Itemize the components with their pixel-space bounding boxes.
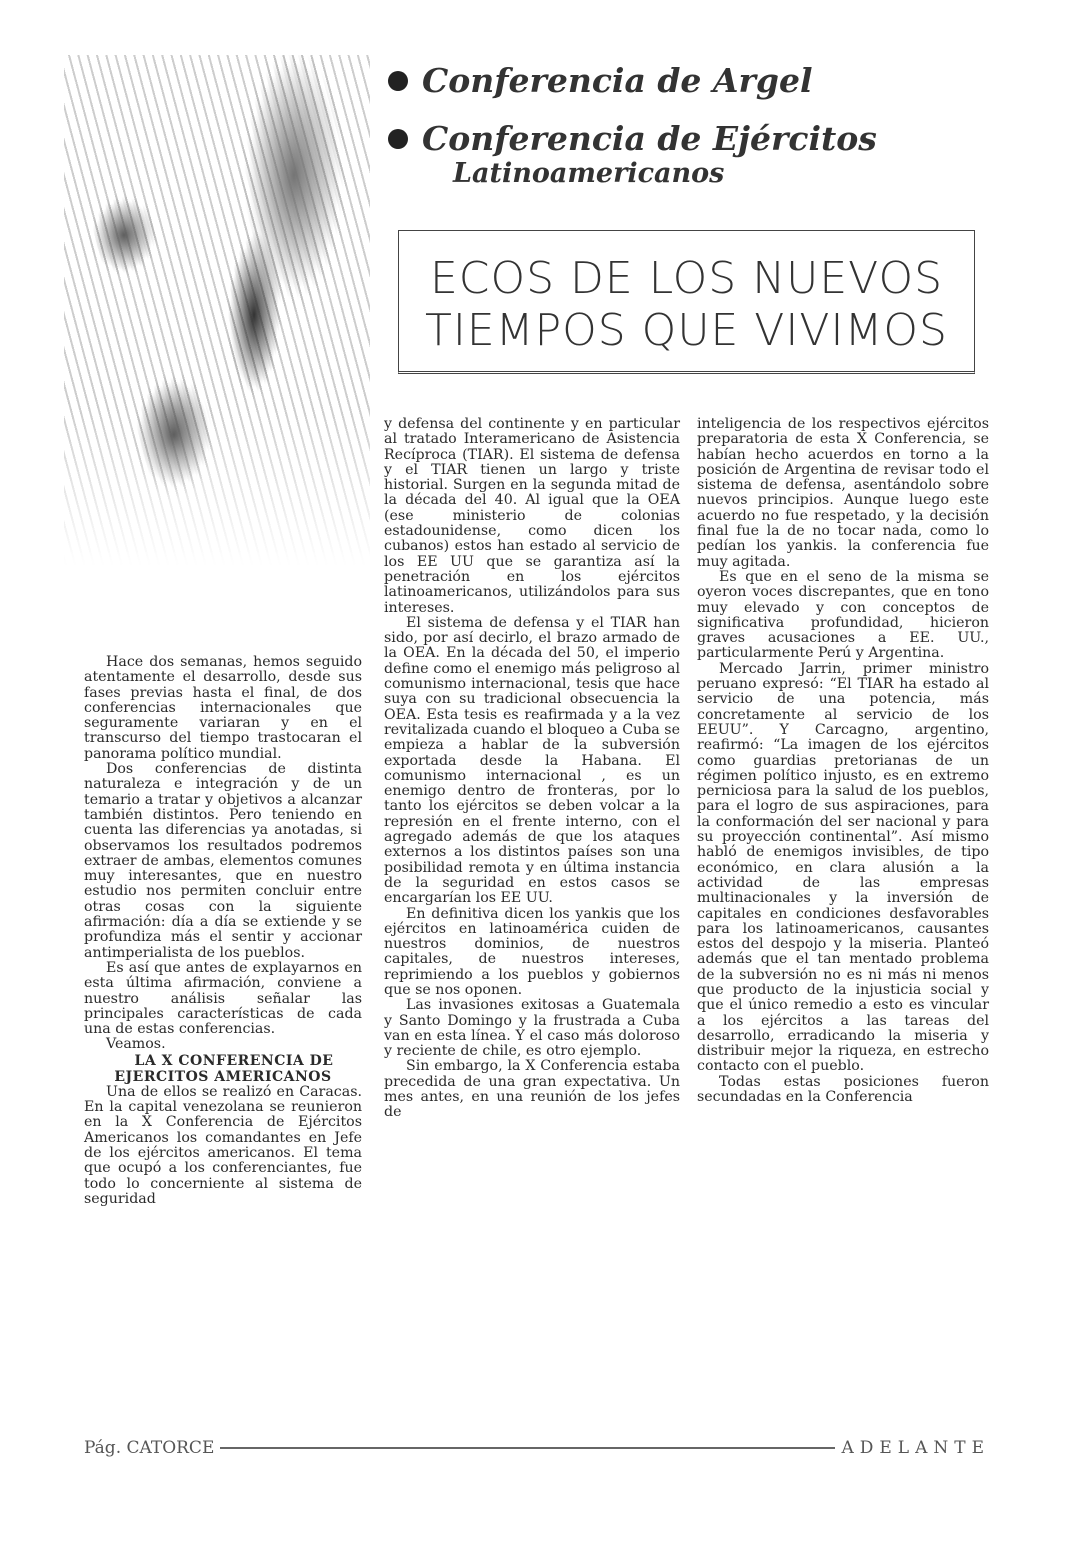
publication-name: ADELANTE: [841, 1438, 990, 1458]
paragraph: El sistema de defensa y el TIAR han sido, por así decirlo, el brazo armado de la OEA. En la década del 50, el imperio define como el enemigo más peligroso al comunismo internacional, tesis que hace suya con su tradicional obsecuencia la OEA. Esta tesis es reafirmada y a la vez revitalizada cuando el bloqueo a Cuba se empieza a hablar de la subversión exportada desde la Habana. El comunismo internacional , es un enemigo dentro de fronteras, por lo tanto los ejércitos se deben volcar a la represión en el frente interno, con el agregado además de que los ataques externos a los distintos países son una posibilidad remota y en última instancia de la seguridad en estos casos se encargarían los EE UU.: [384, 614, 680, 907]
paragraph: Hace dos semanas, hemos seguido atentamente el desarrollo, desde sus fases previas hasta el final, de dos conferencias internacionales que seguramente variaran y en el transcurso del tiempo trastocaran el panorama político mundial.: [84, 654, 362, 762]
paragraph: inteligencia de los respectivos ejércitos preparatoria de esta X Conferencia, se habían hecho acuerdos en torno a la posición de Argentina de revisar todo el sistema de defensa, asentándolo sobre nuevos principios. Aunque luego este acuerdo no fue respetado, y la decisión final fue la de no tocar nada, como lo pedían los yankis. la conferencia fue muy agitada.: [697, 416, 989, 570]
page-footer: [84, 1438, 990, 1458]
subheading-line-1: LA X CONFERENCIA DE: [134, 1052, 334, 1069]
column-2: [384, 417, 680, 1121]
column-1: [84, 655, 362, 1207]
headline-2-text: Conferencia de Ejércitos: [422, 119, 877, 158]
paragraph: Las invasiones exitosas a Guatemala y Santo Domingo y la frustrada a Cuba van en esta línea. Y el caso más doloroso y reciente de chile, es otro ejemplo.: [384, 997, 680, 1060]
column-3: [697, 417, 989, 1105]
paragraph: Veamos.: [106, 1036, 166, 1053]
title-box: [398, 230, 975, 374]
paragraph: Es que en el seno de la misma se oyeron voces discrepantes, que en tono muy elevado y con conceptos de significativa profundidad, hicieron graves acusaciones a EE. UU., particularmente Perú y Argentina.: [697, 568, 989, 662]
paragraph: Dos conferencias de distinta naturaleza e integración y de un temario a tratar y objetivos a alcanzar también distintos. Pero teniendo en cuenta las diferencias ya anotadas, si observamos los resultados podremos extraer de ambas, elementos comunes muy interesantes, que en nuestro estudio nos permiten concluir entre otras cosas con la siguiente afirmación: día a día se extiende y se profundiza más el sentir y accionar antimperialista de los pueblos.: [84, 761, 362, 961]
section-subheading: [84, 1053, 362, 1085]
page-number: Pág. CATORCE: [84, 1438, 215, 1458]
article-photo: [64, 55, 370, 643]
subheading-line-2: EJERCITOS AMERICANOS: [114, 1068, 332, 1085]
paragraph: Todas estas posiciones fueron secundadas en la Conferencia: [697, 1073, 989, 1106]
paragraph: Mercado Jarrin, primer ministro peruano expresó: “El TIAR ha estado al servicio de una potencia, más concretamente al servicio de los EEUU”. Y Carcagno, argentino, reafirmó: “La imagen de los ejércitos como guardias pretorianas de un régimen político injusto, es en extremo perniciosa para la salud de los pueblos, para el logro de sus aspiraciones, para la conformación del ser nacional y para su proyección continental”. Así mismo habló de enemigos invisibles, de tipo económico, en clara alusión a la actividad de las empresas multinacionales y la inversión de capitales en condiciones desfavorables para los latinoamericanos, causantes estos del despojo y la miseria. Planteó además que el tan mentado problema de la subversión no es ni más ni menos que producto de la injusticia social y que el único remedio a esto es vincular a los ejércitos a las tareas del desarrollo, erradicando la miseria y distribuir mejor la riqueza, en estrecho contacto con el pueblo.: [697, 660, 989, 1075]
paragraph: y defensa del continente y en particular al tratado Interamericano de Asistencia Recíproca (TIAR). El sistema de defensa y el TIAR tienen un largo y triste historial. Surgen en la segunda mitad de la década del 40. Al igual que la OEA (ese ministerio de colonias estadounidense, como dicen los cubanos) estos han estado al servicio de los EE UU que se garantiza así la penetración en los ejércitos latinoamericanos, utilizándolos para sus intereses.: [384, 416, 680, 616]
headline-1-text: Conferencia de Argel: [422, 61, 813, 100]
headline-block: [388, 52, 988, 189]
headline-1: [388, 52, 988, 110]
paragraph: Sin embargo, la X Conferencia estaba precedida de una gran expectativa. Un mes antes, en una reunión de los jefes de: [384, 1058, 680, 1121]
article-title: [399, 253, 974, 357]
headline-2-subline: Latinoamericanos: [453, 158, 725, 189]
footer-rule: [220, 1447, 835, 1449]
article-title-line-2: TIEMPOS QUE VIVIMOS: [424, 305, 948, 356]
bullet-icon: [388, 129, 408, 149]
paragraph: En definitiva dicen los yankis que los ejércitos en latinoamérica cuiden de nuestros dominios, de nuestros capitales, de nuestros intereses, reprimiendo a los pueblos y gobiernos que se nos oponen.: [384, 905, 680, 998]
bullet-icon: [388, 71, 408, 91]
paragraph: Es así que antes de explayarnos en esta última afirmación, conviene a nuestro análisis señalar las principales características de cada una de estas conferencias.: [84, 959, 362, 1038]
article-title-line-1: ECOS DE LOS NUEVOS: [429, 253, 944, 304]
paragraph: Una de ellos se realizó en Caracas. En la capital venezolana se reunieron en la X Conferencia de Ejércitos Americanos los comandantes en Jefe de los ejércitos americanos. El tema que ocupó a los conferenciantes, fue todo lo concerniente al sistema de seguridad: [84, 1083, 362, 1207]
